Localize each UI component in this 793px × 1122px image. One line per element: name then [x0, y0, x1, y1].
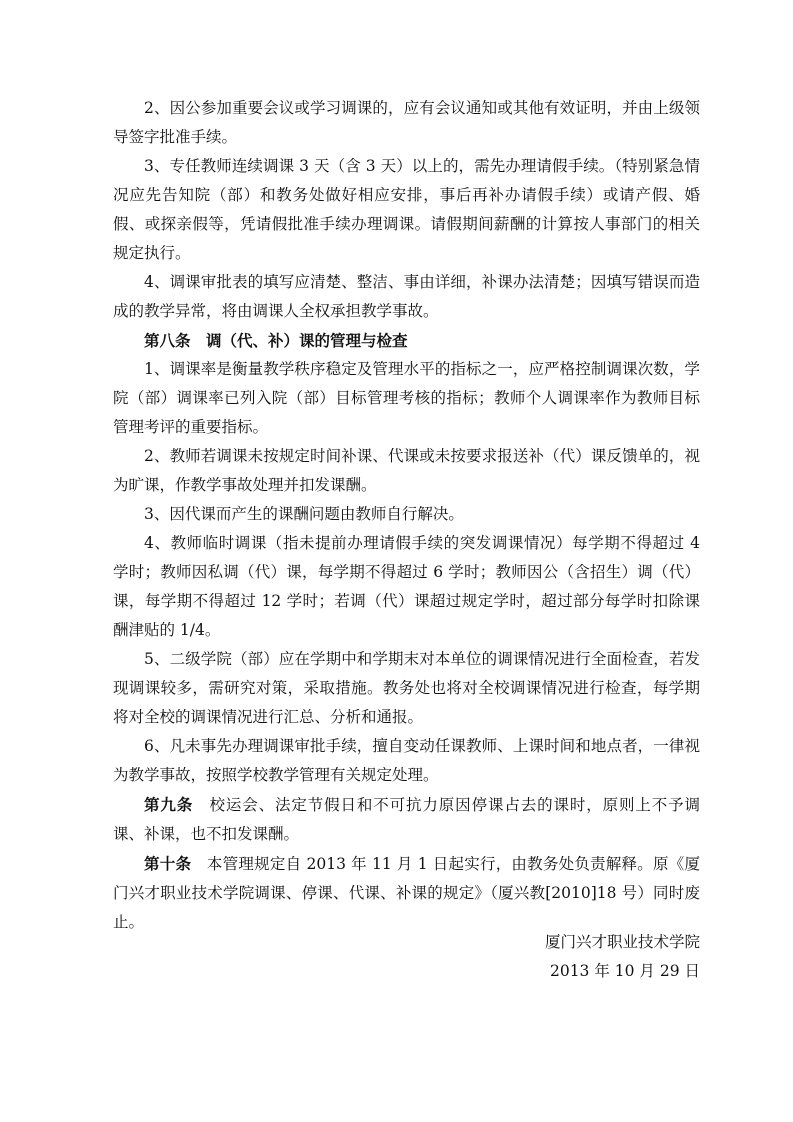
- article-8-item-5: 5、二级学院（部）应在学期中和学期末对本单位的调课情况进行全面检查，若发现调课较多，需研究对策，采取措施。教务处也将对全校调课情况进行检查，每学期将对全校的调课情况进行汇总、分析和通报。: [113, 650, 700, 726]
- article-10: [113, 849, 700, 937]
- signature-organization: 厦门兴才职业技术学院: [544, 933, 700, 951]
- article-8-item-6: 6、凡未事先办理调课审批手续，擅自变动任课教师、上课时间和地点者，一律视为教学事故，按照学校教学管理有关规定处理。: [113, 737, 700, 784]
- paragraph-approval-form: 4、调课审批表的填写应清楚、整洁、事由详细，补课办法清楚；因填写错误而造成的教学异常，将由调课人全权承担教学事故。: [113, 273, 700, 320]
- article-8-item-1: 1、调课率是衡量教学秩序稳定及管理水平的指标之一，应严格控制调课次数，学院（部）调课率已列入院（部）目标管理考核的指标；教师个人调课率作为教师目标管理考评的重要指标。: [113, 360, 700, 436]
- article-8-item-3: 3、因代课而产生的课酬问题由教师自行解决。: [144, 505, 464, 523]
- article-9: [113, 790, 700, 849]
- paragraph-leave-procedure: 3、专任教师连续调课 3 天（含 3 天）以上的，需先办理请假手续。（特别紧急情况应先告知院（部）和教务处做好相应安排，事后再补办请假手续）或请产假、婚假、或探亲假等，凭请假批准手续办理调课。请假期间薪酬的计算按人事部门的相关规定执行。: [113, 157, 700, 262]
- article-8-heading: 第八条 调（代、补）课的管理与检查: [144, 331, 408, 350]
- article-9-text: 校运会、法定节假日和不可抗力原因停课占去的课时，原则上不予调课、补课，也不扣发课酬。: [113, 796, 700, 843]
- article-10-label: 第十条: [144, 854, 192, 873]
- signature-block: [545, 928, 700, 986]
- signature-date: 2013 年 10 月 29 日: [549, 962, 700, 980]
- article-10-text: 本管理规定自 2013 年 11 月 1 日起实行，由教务处负责解释。原《厦门兴才职业技术学院调课、停课、代课、补课的规定》（厦兴教[2010]18 号）同时废止。: [113, 855, 700, 931]
- paragraph-meeting-leave: 2、因公参加重要会议或学习调课的，应有会议通知或其他有效证明，并由上级领导签字批准手续。: [113, 99, 700, 146]
- article-8-item-2: 2、教师若调课未按规定时间补课、代课或未按要求报送补（代）课反馈单的，视为旷课，作教学事故处理并扣发课酬。: [113, 447, 700, 494]
- document-body: [113, 94, 700, 937]
- article-9-label: 第九条: [144, 795, 194, 814]
- article-8-item-4: 4、教师临时调课（指未提前办理请假手续的突发调课情况）每学期不得超过 4 学时；教师因私调（代）课，每学期不得超过 6 学时；教师因公（含招生）调（代）课，每学期不得超过 12 学时；若调（代）课超过规定学时，超过部分每学时扣除课酬津贴的 1/4。: [113, 534, 700, 639]
